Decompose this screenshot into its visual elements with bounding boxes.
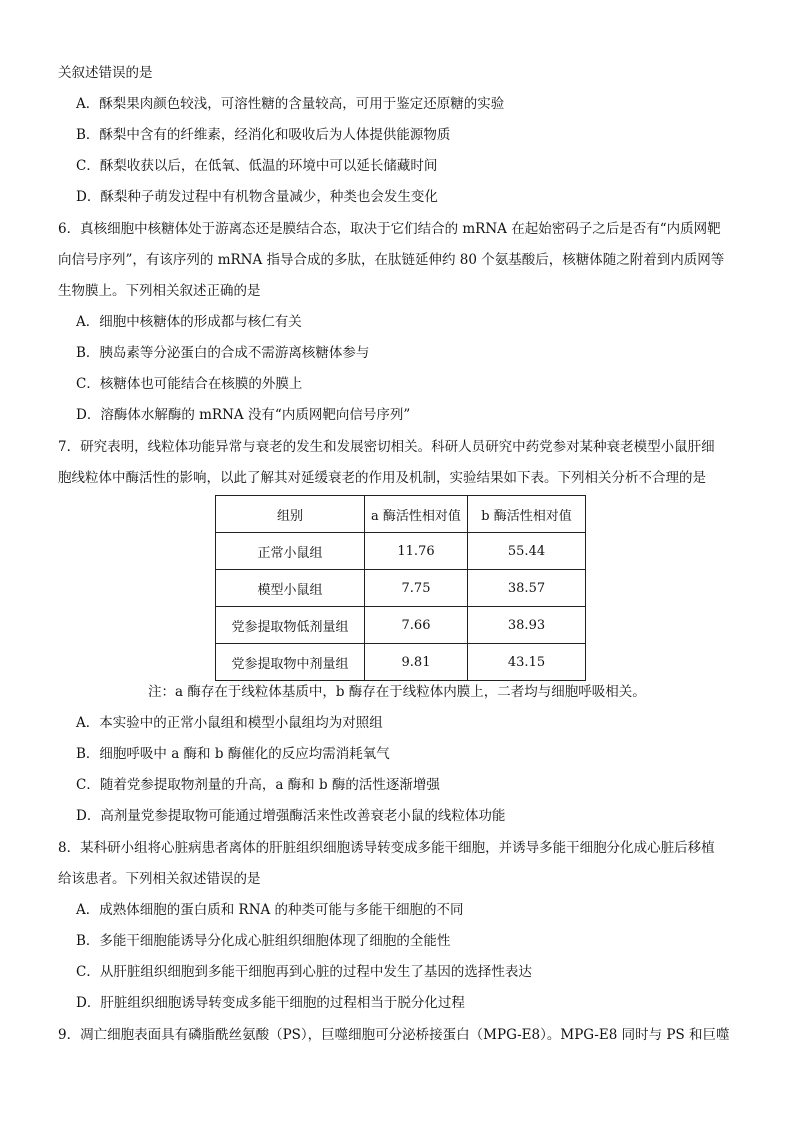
table-cell: 党参提取物中剂量组 [216,644,365,681]
q7-option-a: A．本实验中的正常小鼠组和模型小鼠组均为对照组 [76,715,383,731]
q8-stem-line-2: 给该患者。下列相关叙述错误的是 [58,871,261,887]
table-header-cell: b 酶活性相对值 [468,496,586,533]
q7-option-b: B．细胞呼吸中 a 酶和 b 酶催化的反应均需消耗氧气 [76,746,390,762]
table-cell: 38.93 [468,607,586,644]
q5-option-b: B．酥梨中含有的纤维素，经消化和吸收后为人体提供能源物质 [76,127,451,143]
q5-option-a: A．酥梨果肉颜色较浅，可溶性糖的含量较高，可用于鉴定还原糖的实验 [76,96,505,112]
q8-option-d: D．肝脏组织细胞诱导转变成多能干细胞的过程相当于脱分化过程 [76,995,465,1011]
q5-option-c: C．酥梨收获以后，在低氧、低温的环境中可以延长储藏时间 [76,158,438,174]
q6-stem-line-2: 向信号序列”，有该序列的 mRNA 指导合成的多肽，在肽链延伸约 80 个氨基酸后，核糖体随之附着到内质网等 [58,252,725,268]
table-cell: 55.44 [468,533,586,570]
q6-option-d: D．溶酶体水解酶的 mRNA 没有“内质网靶向信号序列” [76,407,411,423]
q5-stem-tail: 关叙述错误的是 [58,65,153,81]
table-header-cell: 组别 [216,496,365,533]
table-cell: 11.76 [365,533,468,570]
table-cell: 43.15 [468,644,586,681]
table-note: 注：a 酶存在于线粒体基质中，b 酶存在于线粒体内膜上，二者均与细胞呼吸相关。 [148,684,646,700]
q7-stem-line-2: 胞线粒体中酶活性的影响，以此了解其对延缓衰老的作用及机制，实验结果如下表。下列相关分析不合理的是 [58,470,706,486]
table-row [216,533,586,570]
table-cell: 9.81 [365,644,468,681]
table-row [216,570,586,607]
q7-option-c: C．随着党参提取物剂量的升高，a 酶和 b 酶的活性逐渐增强 [76,777,440,793]
table-cell: 38.57 [468,570,586,607]
table-row [216,607,586,644]
q9-stem-line-1: 9．凋亡细胞表面具有磷脂酰丝氨酸（PS），巨噬细胞可分泌桥接蛋白（MPG-E8）。MPG-E8 同时与 PS 和巨噬 [58,1027,730,1043]
table-cell: 党参提取物低剂量组 [216,607,365,644]
table-cell: 7.66 [365,607,468,644]
table-header-cell: a 酶活性相对值 [365,496,468,533]
q8-stem-line-1: 8．某科研小组将心脏病患者离体的肝脏组织细胞诱导转变成多能干细胞，并诱导多能干细胞分化成心脏后移植 [58,840,715,856]
q6-option-c: C．核糖体也可能结合在核膜的外膜上 [76,376,303,392]
q6-option-a: A．细胞中核糖体的形成都与核仁有关 [76,314,302,330]
q6-stem-line-1: 6．真核细胞中核糖体处于游离态还是膜结合态，取决于它们结合的 mRNA 在起始密码子之后是否有“内质网靶 [58,221,721,237]
q7-option-d: D．高剂量党参提取物可能通过增强酶活来性改善衰老小鼠的线粒体功能 [76,808,506,824]
enzyme-activity-table [215,495,586,681]
table-cell: 正常小鼠组 [216,533,365,570]
q8-option-a: A．成熟体细胞的蛋白质和 RNA 的种类可能与多能干细胞的不同 [76,902,464,918]
table-cell: 7.75 [365,570,468,607]
q7-stem-line-1: 7．研究表明，线粒体功能异常与衰老的发生和发展密切相关。科研人员研究中药党参对某种衰老模型小鼠肝细 [58,439,715,455]
table-header-row [216,496,586,533]
table-cell: 模型小鼠组 [216,570,365,607]
q5-option-d: D．酥梨种子萌发过程中有机物含量减少，种类也会发生变化 [76,189,438,205]
q8-option-b: B．多能干细胞能诱导分化成心脏组织细胞体现了细胞的全能性 [76,933,451,949]
table-row [216,644,586,681]
q6-stem-line-3: 生物膜上。下列相关叙述正确的是 [58,283,261,299]
q8-option-c: C．从肝脏组织细胞到多能干细胞再到心脏的过程中发生了基因的选择性表达 [76,964,532,980]
q6-option-b: B．胰岛素等分泌蛋白的合成不需游离核糖体参与 [76,345,370,361]
